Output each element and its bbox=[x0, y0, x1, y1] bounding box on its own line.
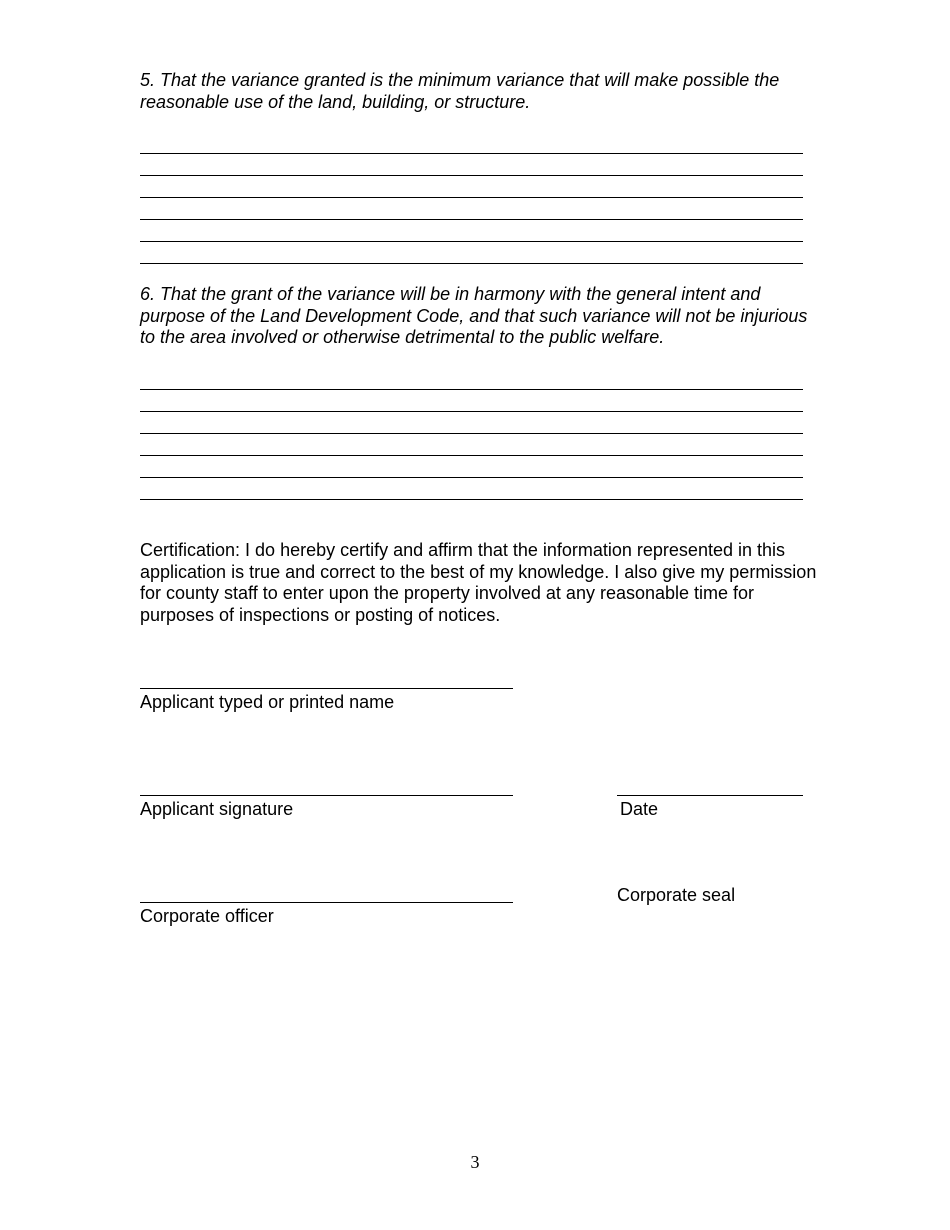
answer-line[interactable] bbox=[140, 477, 803, 478]
answer-line[interactable] bbox=[140, 389, 803, 390]
answer-line[interactable] bbox=[140, 433, 803, 434]
applicant-signature-field[interactable] bbox=[140, 795, 513, 796]
answer-line[interactable] bbox=[140, 263, 803, 264]
criterion-6-text: 6. That the grant of the variance will be in harmony with the general intent and purpose of the Land Development Code, and that such variance will not be injurious to the area involved or otherwise detrimental to the public welfare. bbox=[140, 284, 808, 347]
answer-line[interactable] bbox=[140, 499, 803, 500]
date-field[interactable] bbox=[617, 795, 803, 796]
corporate-officer-field[interactable] bbox=[140, 902, 513, 903]
corporate-seal-label: Corporate seal bbox=[617, 885, 736, 905]
printed-name-field[interactable] bbox=[140, 688, 513, 689]
criterion-5-text: 5. That the variance granted is the minimum variance that will make possible the reasonable use of the land, building, or structure. bbox=[140, 70, 780, 112]
page-number: 3 bbox=[470, 1152, 480, 1172]
applicant-signature-label: Applicant signature bbox=[140, 799, 294, 819]
answer-line[interactable] bbox=[140, 219, 803, 220]
corporate-officer-label: Corporate officer bbox=[140, 906, 274, 926]
answer-line[interactable] bbox=[140, 153, 803, 154]
date-label: Date bbox=[620, 799, 659, 819]
answer-line[interactable] bbox=[140, 411, 803, 412]
answer-line[interactable] bbox=[140, 197, 803, 198]
answer-line[interactable] bbox=[140, 175, 803, 176]
certification-statement: Certification: I do hereby certify and affirm that the information represented in this application is true and correct to the best of my knowledge. I also give my permission for county staff to enter upon the property involved at any reasonable time for purposes of inspections or posting of notices. bbox=[140, 540, 817, 625]
printed-name-label: Applicant typed or printed name bbox=[140, 692, 395, 712]
answer-line[interactable] bbox=[140, 241, 803, 242]
answer-line[interactable] bbox=[140, 455, 803, 456]
